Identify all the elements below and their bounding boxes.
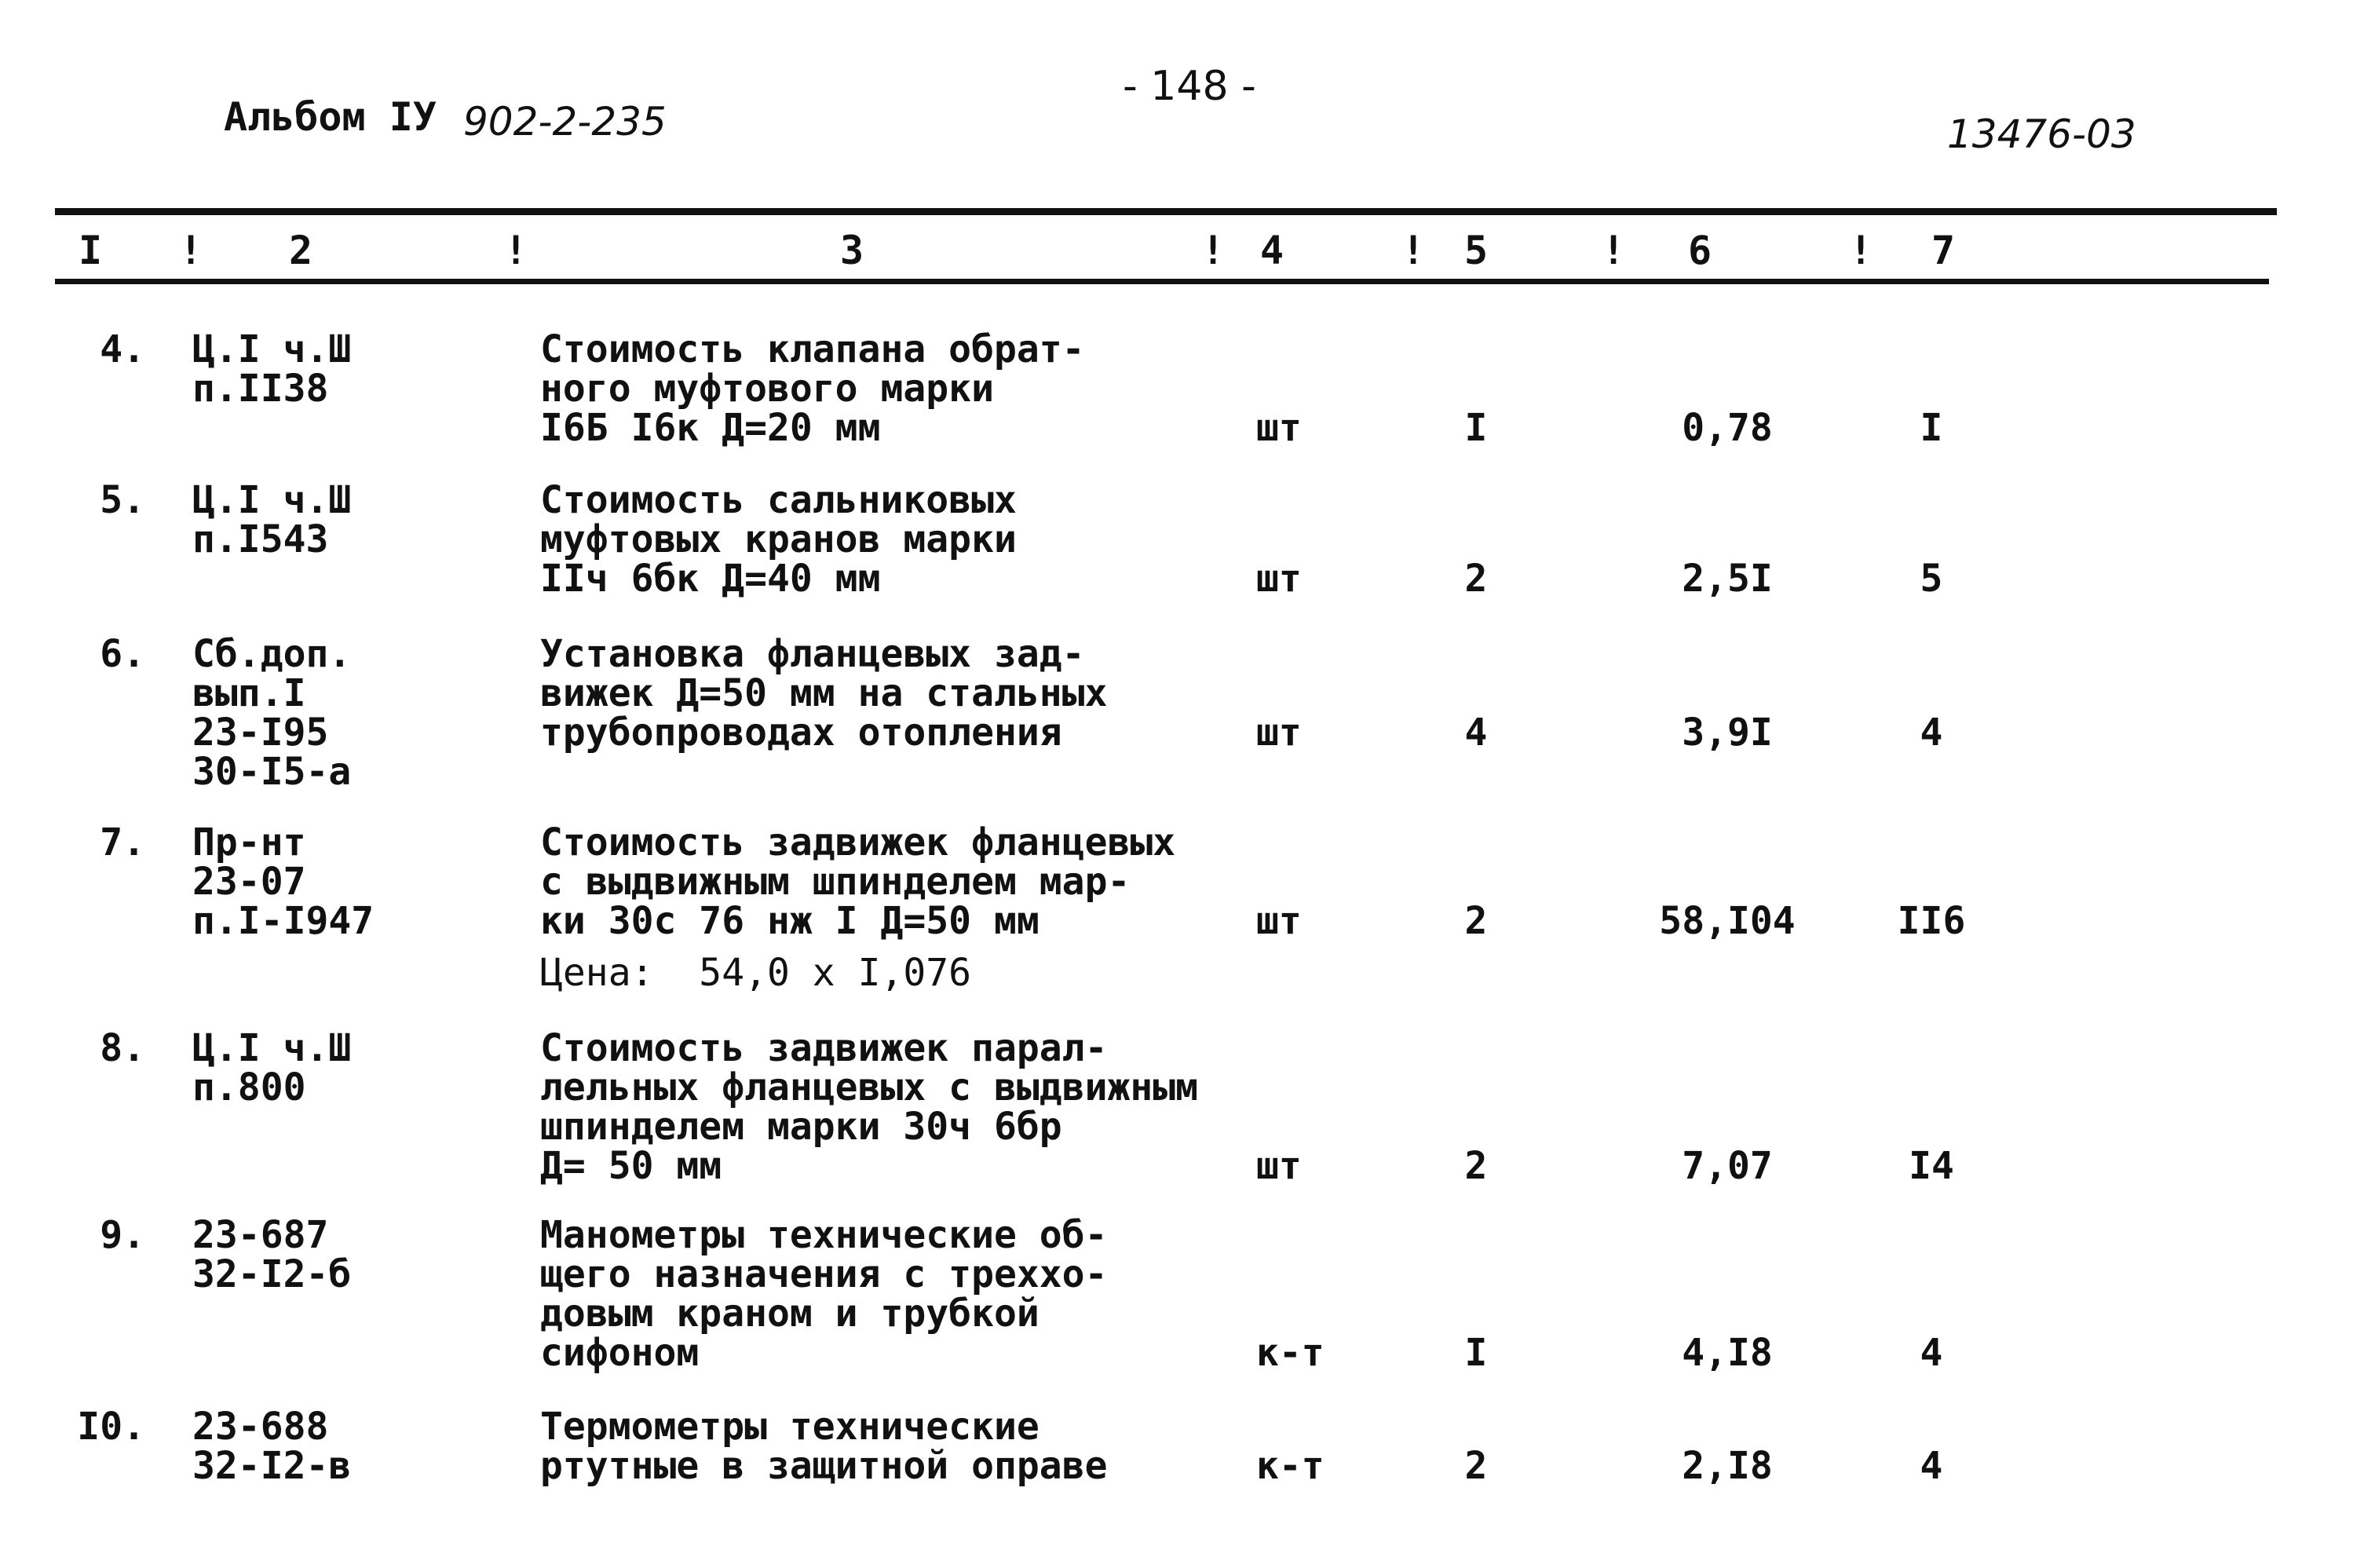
row-quantity: I [1464,1331,1488,1375]
table-top-rule [55,208,2277,215]
row-unit: шт [1256,406,1302,450]
row-number: 4. [100,327,145,371]
row-reference: Ц.I ч.Ш п.800 [192,1026,352,1109]
row-total: II6 [1897,899,1966,943]
row-reference: 23-688 32-I2-в [192,1405,352,1488]
row-total: 4 [1920,1444,1943,1488]
row-unit-price: 2,I8 [1682,1444,1773,1488]
column-separator: ! [179,228,203,273]
project-number: 902-2-235 [463,99,667,144]
row-quantity: 2 [1464,1144,1488,1188]
row-quantity: I [1464,406,1488,450]
row-unit: шт [1256,899,1302,943]
row-quantity: 2 [1464,899,1488,943]
row-unit-price: 2,5I [1682,557,1773,601]
column-separator: ! [1401,228,1426,273]
column-separator: ! [1201,228,1226,273]
column-separator: ! [1602,228,1626,273]
row-description: Установка фланцевых зад- вижек Д=50 мм на стальных трубопроводах отопления [540,632,1108,755]
row-description: Термометры технические ртутные в защитной оправе [540,1405,1108,1488]
row-unit: шт [1256,557,1302,601]
row-unit: к-т [1256,1444,1324,1488]
column-header-2: 2 [289,228,313,273]
row-reference: 23-687 32-I2-б [192,1213,352,1296]
row-reference: Ц.I ч.Ш п.II38 [192,327,352,411]
row-reference: Сб.доп. вып.I 23-I95 30-I5-а [192,632,352,794]
row-total: I [1920,406,1943,450]
row-reference: Пр-нт 23-07 п.I-I947 [192,821,375,943]
row-unit: к-т [1256,1331,1324,1375]
row-number: 5. [100,478,145,522]
row-unit: шт [1256,711,1302,755]
row-total: I4 [1909,1144,1954,1188]
price-note: Цена: 54,0 х I,076 [540,951,972,995]
row-unit-price: 7,07 [1682,1144,1773,1188]
column-header-5: 5 [1464,228,1489,273]
column-separator: ! [1849,228,1873,273]
table-header-rule [55,279,2269,284]
row-unit: шт [1256,1144,1302,1188]
album-label: Альбом IУ [224,94,437,140]
column-header-1: I [79,228,103,273]
row-total: 4 [1920,1331,1943,1375]
column-header-6: 6 [1688,228,1712,273]
row-reference: Ц.I ч.Ш п.I543 [192,478,352,561]
row-number: 9. [100,1213,145,1257]
row-total: 4 [1920,711,1943,755]
column-header-7: 7 [1931,228,1956,273]
row-number: 7. [100,821,145,864]
column-header-3: 3 [840,228,864,273]
row-description: Стоимость клапана обрат- ного муфтового марки I6Б I6к Д=20 мм [540,327,1085,450]
row-quantity: 4 [1464,711,1488,755]
column-separator: ! [504,228,528,273]
row-number: 6. [100,632,145,676]
row-description: Манометры технические об- щего назначения с трехxo- довым краном и трубкой сифоном [540,1213,1108,1375]
row-description: Стоимость сальниковых муфтовых кранов марки IIч 6бк Д=40 мм [540,478,1017,601]
row-unit-price: 58,I04 [1659,899,1796,943]
document-code: 13476-03 [1947,111,2136,157]
row-quantity: 2 [1464,557,1488,601]
row-number: 8. [100,1026,145,1070]
row-unit-price: 4,I8 [1682,1331,1773,1375]
page-number: - 148 - [1123,63,1256,110]
row-description: Стоимость задвижек парал- лельных фланцевых с выдвижным шпинделем марки 30ч 6бр Д= 50 мм [540,1026,1199,1188]
row-number: I0. [77,1405,145,1449]
row-description: Стоимость задвижек фланцевых с выдвижным шпинделем мар- ки 30с 76 нж I Д=50 мм [540,821,1176,943]
column-header-4: 4 [1260,228,1284,273]
row-quantity: 2 [1464,1444,1488,1488]
row-unit-price: 0,78 [1682,406,1773,450]
row-total: 5 [1920,557,1943,601]
row-unit-price: 3,9I [1682,711,1773,755]
